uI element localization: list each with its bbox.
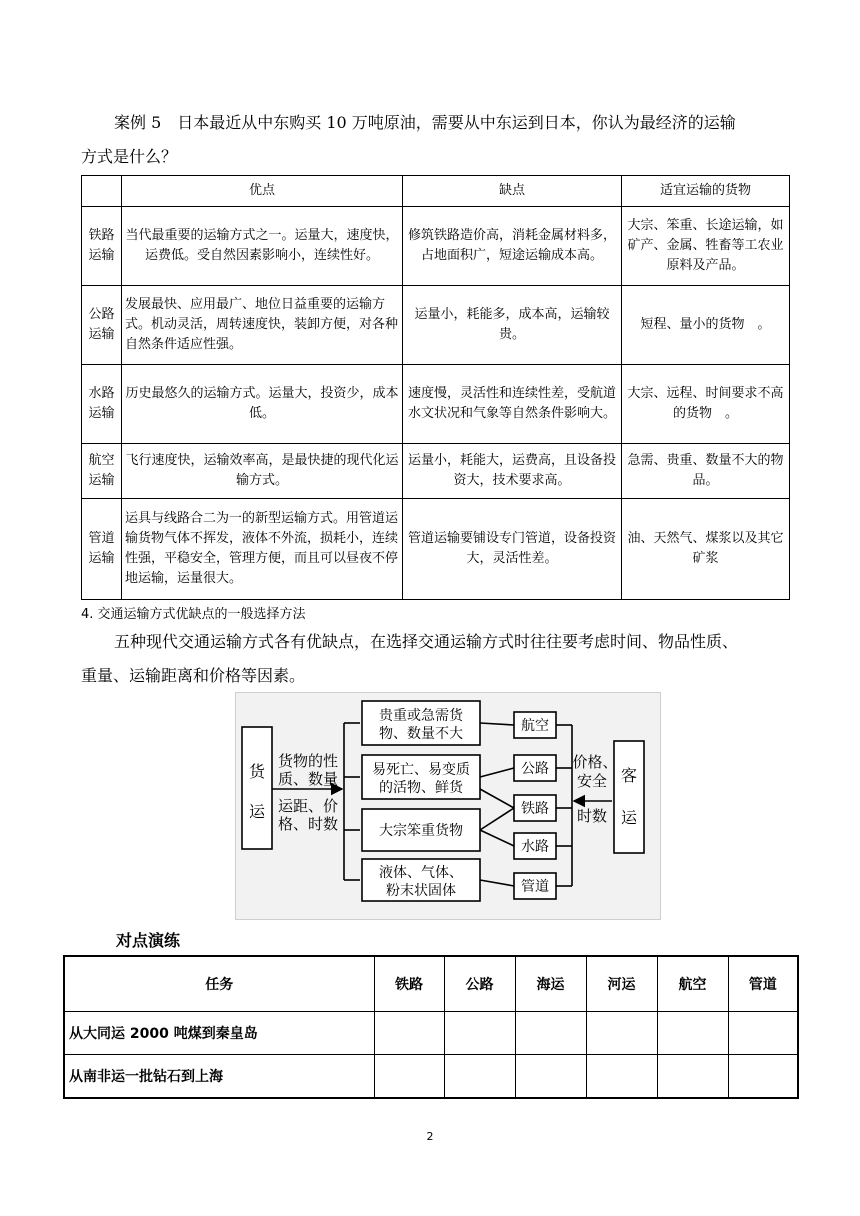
answer-cell[interactable] (657, 1055, 728, 1099)
practice-header-rail: 铁路 (374, 956, 444, 1012)
mode-air: 航空 (521, 718, 549, 734)
freight-factors-2b: 格、时数 (277, 815, 339, 833)
practice-header-river: 河运 (586, 956, 657, 1012)
answer-cell[interactable] (515, 1055, 586, 1099)
row-advantages: 发展最快、应用最广、地位日益重要的运输方式。机动灵活，周转速度快，装卸方便，对各种自然条件适应性强。 (122, 286, 403, 365)
row-advantages: 当代最重要的运输方式之一。运量大，速度快，运费低。受自然因素影响小，连续性好。 (122, 207, 403, 286)
row-advantages: 历史最悠久的运输方式。运量大，投资少，成本低。 (122, 365, 403, 444)
table-header-row (82, 176, 790, 207)
table-row-railway (82, 207, 790, 286)
case-line-2: 方式是什么？ (81, 147, 178, 166)
row-advantages: 运具与线路合二为一的新型运输方式。用管道运输货物气体不挥发，液体不外流，损耗小，连续性强，平稳安全，管理方便，而且可以昼夜不停地运输，运量很大。 (122, 499, 403, 600)
passenger-factor-1: 价格、 (572, 753, 618, 771)
freight-label-1: 货 (248, 762, 266, 781)
practice-header-task: 任务 (64, 956, 374, 1012)
practice-table (63, 955, 799, 1099)
goods-2b: 的活物、鲜货 (379, 780, 463, 796)
header-disadvantages: 缺点 (403, 176, 622, 207)
row-name: 水路运输 (82, 365, 122, 444)
passenger-label-1: 客 (620, 766, 638, 785)
answer-cell[interactable] (374, 1012, 444, 1055)
answer-cell[interactable] (728, 1055, 798, 1099)
answer-cell[interactable] (657, 1012, 728, 1055)
passenger-factor-2: 安全 (576, 772, 608, 790)
passenger-label-2: 运 (620, 808, 638, 827)
freight-label-2: 运 (248, 802, 266, 821)
table-row-pipeline (82, 499, 790, 600)
row-advantages: 飞行速度快，运输效率高，是最快捷的现代化运输方式。 (122, 444, 403, 499)
page-number: 2 (426, 1130, 434, 1143)
row-name: 管道运输 (82, 499, 122, 600)
section-para-line-1: 五种现代交通运输方式各有优缺点，在选择交通运输方式时往往要考虑时间、物品性质、 (114, 632, 739, 651)
goods-1b: 物、数量不大 (379, 726, 463, 742)
row-goods: 短程、量小的货物 。 (622, 286, 790, 365)
answer-cell[interactable] (444, 1012, 515, 1055)
freight-factors-1b: 质、数量 (277, 770, 339, 788)
header-cell-empty (82, 176, 122, 207)
mode-water: 水路 (521, 839, 549, 855)
practice-title: 对点演练 (116, 931, 181, 950)
goods-2a: 易死亡、易变质 (372, 762, 470, 778)
freight-factors-1a: 货物的性 (277, 752, 339, 770)
mode-rail: 铁路 (521, 801, 549, 817)
practice-row (64, 1055, 798, 1099)
row-goods: 油、天然气、煤浆以及其它矿浆 (622, 499, 790, 600)
answer-cell[interactable] (515, 1012, 586, 1055)
practice-header-row (64, 956, 798, 1012)
section-heading: 4. 交通运输方式优缺点的一般选择方法 (81, 607, 306, 622)
passenger-factor-3: 时数 (576, 807, 608, 825)
answer-cell[interactable] (374, 1055, 444, 1099)
mode-pipe: 管道 (521, 879, 549, 895)
row-disadvantages: 运量小，耗能多，成本高，运输较贵。 (403, 286, 622, 365)
row-disadvantages: 速度慢，灵活性和连续性差，受航道水文状况和气象等自然条件影响大。 (403, 365, 622, 444)
practice-task: 从大同运 2000 吨煤到秦皇岛 (64, 1012, 374, 1055)
row-goods: 急需、贵重、数量不大的物品。 (622, 444, 790, 499)
transport-comparison-table (81, 175, 790, 600)
passenger-box (614, 741, 644, 853)
case-line-1: 案例 5 日本最近从中东购买 10 万吨原油，需要从中东运到日本，你认为最经济的运输 (114, 113, 736, 132)
practice-header-road: 公路 (444, 956, 515, 1012)
row-goods: 大宗、远程、时间要求不高的货物 。 (622, 365, 790, 444)
row-disadvantages: 管道运输要铺设专门管道，设备投资大，灵活性差。 (403, 499, 622, 600)
practice-header-pipe: 管道 (728, 956, 798, 1012)
answer-cell[interactable] (728, 1012, 798, 1055)
row-name: 航空运输 (82, 444, 122, 499)
header-goods: 适宜运输的货物 (622, 176, 790, 207)
row-disadvantages: 修筑铁路造价高，消耗金属材料多，占地面积广，短途运输成本高。 (403, 207, 622, 286)
section-para-line-2: 重量、运输距离和价格等因素。 (81, 666, 306, 685)
row-disadvantages: 运量小，耗能大，运费高，且设备投资大，技术要求高。 (403, 444, 622, 499)
row-name: 公路运输 (82, 286, 122, 365)
table-row-highway (82, 286, 790, 365)
practice-header-air: 航空 (657, 956, 728, 1012)
answer-cell[interactable] (444, 1055, 515, 1099)
row-goods: 大宗、笨重、长途运输，如矿产、金属、牲畜等工农业原料及产品。 (622, 207, 790, 286)
answer-cell[interactable] (586, 1055, 657, 1099)
freight-box (242, 727, 272, 849)
row-name: 铁路运输 (82, 207, 122, 286)
practice-header-sea: 海运 (515, 956, 586, 1012)
goods-1a: 贵重或急需货 (379, 708, 463, 724)
freight-factors-2a: 运距、价 (277, 797, 339, 815)
goods-3a: 大宗笨重货物 (379, 823, 463, 839)
table-row-aviation (82, 444, 790, 499)
answer-cell[interactable] (586, 1012, 657, 1055)
mode-road: 公路 (521, 761, 549, 777)
table-row-waterway (82, 365, 790, 444)
transport-selection-diagram (235, 692, 661, 920)
header-advantages: 优点 (122, 176, 403, 207)
practice-row (64, 1012, 798, 1055)
goods-4b: 粉末状固体 (386, 883, 456, 899)
goods-4a: 液体、气体、 (379, 865, 463, 881)
practice-task: 从南非运一批钻石到上海 (64, 1055, 374, 1099)
